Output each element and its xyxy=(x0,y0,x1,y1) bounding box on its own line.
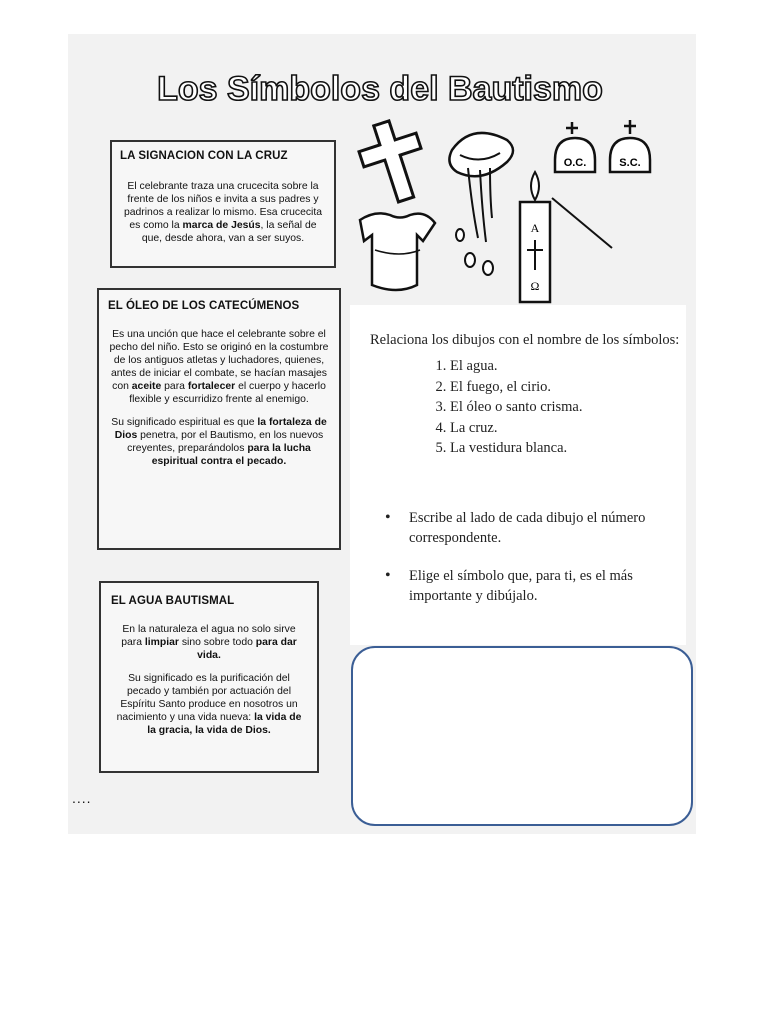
box-oleo-catecumenos xyxy=(97,288,341,550)
cross-icon xyxy=(353,114,435,209)
candle-icon xyxy=(520,172,612,302)
water-shell-icon xyxy=(449,133,513,275)
list-item: 5. La vestidura blanca. xyxy=(450,438,690,459)
activity-instructions xyxy=(370,330,690,459)
list-item: 1. El agua. xyxy=(450,356,690,377)
box-signacion-cruz xyxy=(110,140,336,268)
box-text: El celebrante traza una crucecita sobre la frente de los niños e invita a sus padres y padrinos a realizar lo mismo. Esa crucecita es como la marca de Jesús, la señal de que, desde ahora, van a ser suyos. xyxy=(123,181,323,244)
box-text-2: Su significado espiritual es que la fortaleza de Dios penetra, por el Bautismo, en los nuevos creyentes, preparándolos para la lucha espiritual contra el pecado. xyxy=(111,417,327,467)
bullet-choose-symbol: • Elige el símbolo que, para ti, es el más importante y dibújalo. xyxy=(385,567,633,604)
box-text-2: Su significado es la purificación del pecado y también por actuación del Espíritu Santo produce en nosotros un nacimiento y una vida nueva: la vida de la gracia, la vida de Dios. xyxy=(116,673,302,736)
box-text-1: Es una unción que hace el celebrante sobre el pecho del niño. Esto se originó en la costumbre de los antiguos atletas y luchadores, quienes, antes de iniciar el combate, se hacían masajes con aceite para fortalecer el cuerpo y hacerlo flexible y escurridizo frente al enemigo. xyxy=(109,329,329,405)
box-heading: EL ÓLEO DE LOS CATECÚMENOS xyxy=(108,300,300,312)
bullet-write-number: • Escribe al lado de cada dibujo el número correspondente. xyxy=(385,509,646,546)
svg-text:Ω: Ω xyxy=(530,279,540,293)
list-item: 3. El óleo o santo crisma. xyxy=(450,397,690,418)
page-title xyxy=(157,62,603,112)
white-garment-icon xyxy=(360,213,435,290)
list-item: 2. El fuego, el cirio. xyxy=(450,377,690,398)
activity-bullets xyxy=(385,508,685,624)
svg-text:O.C.: O.C. xyxy=(563,157,587,169)
box-heading: LA SIGNACION CON LA CRUZ xyxy=(120,150,288,162)
symbols-list xyxy=(370,356,690,459)
svg-text:Los Símbolos del Bautismo: Los Símbolos del Bautismo xyxy=(157,70,603,108)
oil-vessel-oc-icon xyxy=(555,122,595,172)
list-item: 4. La cruz. xyxy=(450,418,690,439)
activity-intro: Relaciona los dibujos con el nombre de los símbolos: xyxy=(370,332,680,348)
svg-text:A: A xyxy=(530,221,540,235)
oil-vessel-sc-icon xyxy=(610,120,650,172)
box-agua-bautismal xyxy=(99,581,319,773)
box-heading: EL AGUA BAUTISMAL xyxy=(111,595,235,607)
bullet-icon: • xyxy=(385,509,391,526)
svg-text:S.C.: S.C. xyxy=(619,157,641,169)
footer-dots: .... xyxy=(72,790,92,806)
drawing-area[interactable] xyxy=(351,646,693,826)
bullet-icon: • xyxy=(385,567,391,584)
symbols-illustration xyxy=(340,110,690,310)
box-text-1: En la naturaleza el agua no solo sirve para limpiar sino sobre todo para dar vida. xyxy=(121,624,297,661)
